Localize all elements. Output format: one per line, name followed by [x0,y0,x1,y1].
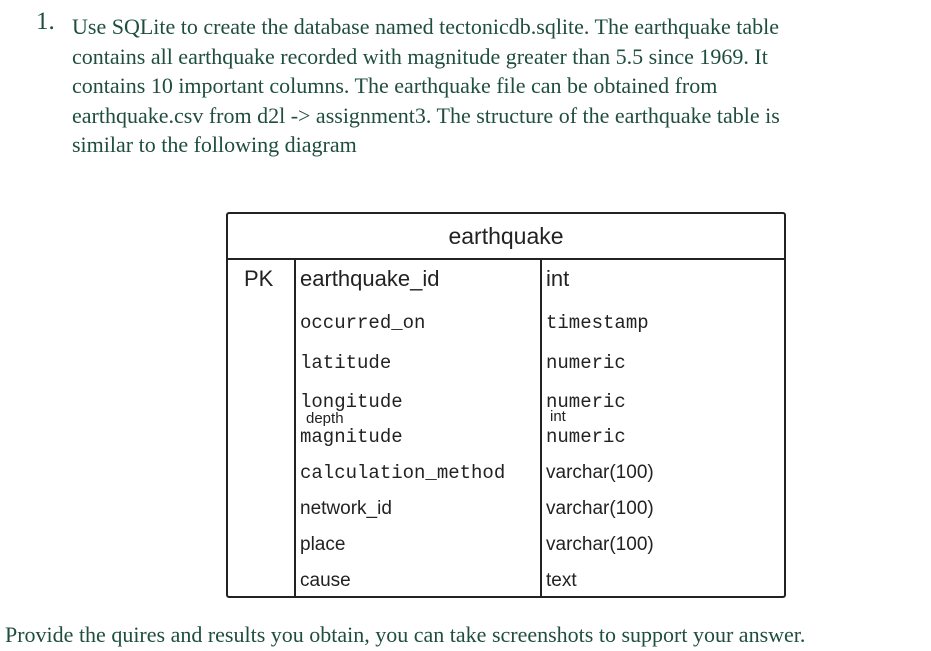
column-name: calculation_method [300,462,506,484]
column-name: place [300,534,346,555]
table-name: earthquake [228,214,784,260]
column-name: depth [306,410,344,427]
column-name: magnitude [300,426,403,448]
column-name: occurred_on [300,312,426,334]
column-type: numeric [546,352,626,374]
column-type: text [546,570,577,591]
er-diagram-table [226,212,786,598]
column-name: latitude [300,352,392,374]
column-divider-left [294,260,296,596]
column-name: cause [300,570,351,591]
column-type: numeric [546,426,626,448]
footer-instruction: Provide the quires and results you obtain, you can take screenshots to support your answer. [5,622,806,647]
column-name: longitude [300,391,403,413]
column-name: network_id [300,498,392,519]
pk-column-type: int [546,266,570,291]
column-type: varchar(100) [546,498,654,519]
column-divider-right [540,260,542,596]
question-text: Use SQLite to create the database named tectonicdb.sqlite. The earthquake table contains all earthquake recorded with magnitude greater than 5.5 since 1969. It contains 10 important columns. The earthquake file can be obtained from earthquake.csv from d2l -> assignment3. The structure of the earthquake table is similar to the following diagram [72,14,780,157]
column-type: numeric [546,391,626,413]
column-type: int [550,408,566,425]
question-number: 1. [36,8,55,35]
pk-column-name: earthquake_id [300,266,440,291]
column-type: varchar(100) [546,534,654,555]
pk-label: PK [244,266,274,291]
column-type: timestamp [546,312,649,334]
column-type: varchar(100) [546,462,654,483]
